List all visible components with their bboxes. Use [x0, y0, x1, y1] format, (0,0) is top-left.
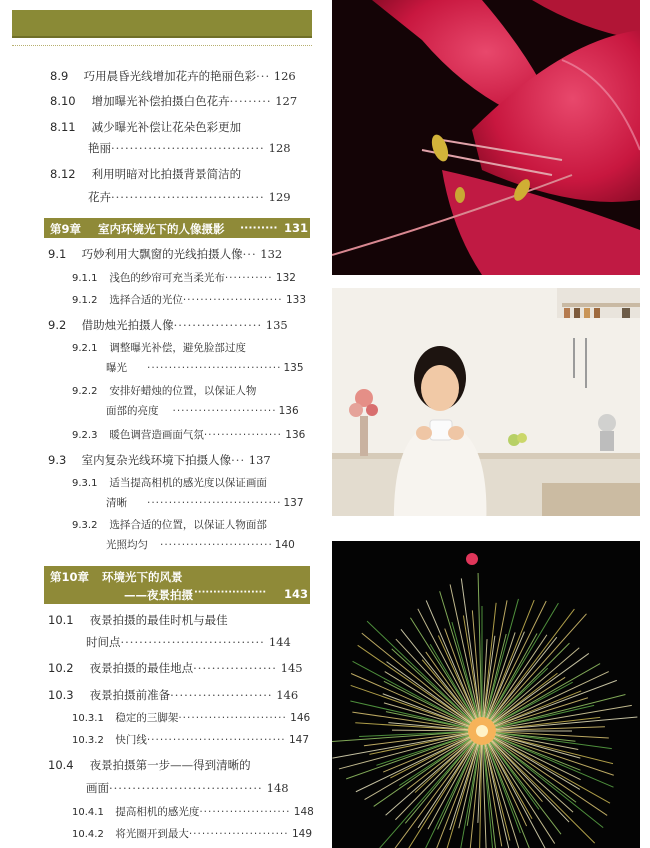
entry-leader: ······························· — [147, 362, 282, 374]
toc-entry[interactable] — [72, 428, 305, 443]
entry-title: 浅色的纱帘可充当柔光布 — [109, 272, 225, 284]
entry-title-cont: 画面 — [86, 781, 109, 795]
entry-number: 9.2.1 — [72, 343, 98, 354]
chapter-banner[interactable] — [44, 218, 310, 238]
toc-entry-cont[interactable] — [88, 190, 291, 204]
chapter-banner[interactable] — [44, 566, 310, 604]
entry-page: 137 — [283, 497, 304, 509]
entry-title: 选择合适的光位 — [109, 294, 183, 306]
entry-title: 增加曝光补偿拍摄白色花卉 — [91, 94, 230, 108]
entry-page: 137 — [248, 453, 271, 467]
entry-leader: ······························· — [120, 635, 265, 649]
entry-leader: ··· — [256, 69, 271, 83]
toc-entry[interactable] — [72, 711, 310, 726]
entry-number: 9.2.3 — [72, 430, 98, 441]
entry-number: 10.4 — [48, 758, 74, 772]
entry-leader: ······················ — [170, 688, 273, 702]
entry-leader: ································· — [109, 781, 263, 795]
entry-leader: ····················· — [199, 806, 291, 818]
entry-page: 128 — [268, 141, 291, 155]
toc-entry[interactable] — [72, 518, 267, 533]
entry-title: 适当提高相机的感光度以保证画面 — [109, 477, 267, 489]
toc-entry[interactable] — [50, 167, 241, 181]
entry-title: 室内复杂光线环境下拍摄人像 — [81, 453, 232, 467]
entry-number: 9.2.2 — [72, 386, 98, 397]
entry-leader: ··· — [242, 247, 257, 261]
toc-entry[interactable] — [48, 453, 271, 467]
entry-page: 133 — [285, 294, 307, 306]
toc-entry[interactable] — [72, 384, 256, 399]
entry-page: 136 — [278, 405, 299, 417]
toc-entry[interactable] — [72, 805, 314, 820]
entry-title: 巧用晨昏光线增加花卉的艳丽色彩 — [83, 69, 257, 83]
chapter-title: 环境光下的风景 — [102, 570, 183, 584]
chapter-number: 第9章 — [50, 222, 82, 236]
entry-page: 146 — [290, 712, 311, 724]
entry-leader: ································ — [146, 734, 286, 746]
toc-entry-cont[interactable] — [106, 538, 295, 552]
toc-entry[interactable] — [72, 341, 246, 356]
entry-title: 利用明暗对比拍摄背景简洁的 — [91, 167, 242, 181]
portrait-photo — [332, 288, 640, 528]
entry-page: 148 — [293, 806, 314, 818]
entry-title: 夜景拍摄第一步——得到清晰的 — [89, 758, 251, 772]
entry-title-cont: 光照均匀 — [106, 539, 148, 551]
entry-leader: ································· — [111, 190, 265, 204]
entry-leader: ························· — [178, 712, 287, 724]
chapter-page: 143 — [284, 587, 309, 601]
entry-number: 9.1.1 — [72, 273, 98, 284]
entry-number: 8.10 — [50, 94, 76, 108]
entry-number: 9.3.2 — [72, 520, 98, 531]
entry-title-cont: 清晰 — [106, 497, 127, 509]
entry-title: 提高相机的感光度 — [115, 806, 200, 818]
entry-title-cont: 花卉 — [88, 190, 111, 204]
toc-entry[interactable] — [48, 661, 303, 675]
entry-title-cont: 艳丽 — [88, 141, 111, 155]
entry-number: 10.3.2 — [72, 735, 104, 746]
toc-entry-cont[interactable] — [106, 496, 304, 510]
entry-number: 10.1 — [48, 613, 74, 627]
toc-entry[interactable] — [50, 120, 241, 134]
toc-entry-cont[interactable] — [106, 361, 304, 375]
entry-leader: ········· — [229, 94, 272, 108]
entry-title-cont: 面部的亮度 — [106, 405, 159, 417]
entry-leader: ··········· — [224, 272, 273, 284]
chapter-leader: ··················· — [194, 587, 267, 598]
toc-entry[interactable] — [48, 758, 251, 772]
chapter-title: 室内环境光下的人像摄影 — [98, 222, 225, 236]
chapter-leader: ········· — [240, 221, 278, 234]
entry-page: 147 — [289, 734, 310, 746]
entry-title: 夜景拍摄的最佳时机与最佳 — [89, 613, 228, 627]
toc-entry[interactable] — [72, 733, 309, 748]
header-divider — [12, 45, 312, 46]
entry-leader: ·················· — [203, 429, 282, 441]
toc-entry-cont[interactable] — [86, 781, 289, 795]
entry-title: 借助烛光拍摄人像 — [81, 318, 174, 332]
entry-title: 夜景拍摄的最佳地点 — [89, 661, 194, 675]
toc-entry[interactable] — [48, 613, 228, 627]
toc-entry[interactable] — [48, 247, 282, 261]
toc-entry[interactable] — [48, 688, 298, 702]
entry-number: 10.4.2 — [72, 829, 104, 840]
entry-number: 10.2 — [48, 661, 74, 675]
entry-page: 135 — [283, 362, 304, 374]
entry-leader: ······················· — [182, 294, 283, 306]
entry-leader: ·························· — [160, 539, 273, 551]
entry-page: 144 — [268, 635, 291, 649]
toc-entry[interactable] — [72, 827, 312, 842]
entry-leader: ······················· — [188, 828, 289, 840]
entry-number: 10.3.1 — [72, 713, 104, 724]
entry-number: 9.3 — [48, 453, 67, 467]
entry-page: 126 — [273, 69, 296, 83]
toc-entry[interactable] — [48, 318, 288, 332]
entry-page: 127 — [275, 94, 298, 108]
entry-page: 146 — [276, 688, 299, 702]
entry-number: 8.11 — [50, 120, 76, 134]
entry-title: 将光圈开到最大 — [115, 828, 189, 840]
entry-leader: ································· — [111, 141, 265, 155]
entry-title-cont: 时间点 — [86, 635, 121, 649]
entry-leader: ··················· — [173, 318, 263, 332]
entry-number: 8.9 — [50, 69, 69, 83]
entry-title: 快门线 — [115, 734, 147, 746]
toc-entry-cont[interactable] — [106, 404, 299, 418]
entry-number: 9.1.2 — [72, 295, 98, 306]
entry-title: 减少曝光补偿让花朵色彩更加 — [91, 120, 242, 134]
entry-number: 8.12 — [50, 167, 76, 181]
entry-page: 145 — [280, 661, 303, 675]
toc-entry-cont[interactable] — [86, 635, 291, 649]
toc-entry-cont[interactable] — [88, 141, 291, 155]
entry-page: 135 — [265, 318, 288, 332]
entry-number: 10.3 — [48, 688, 74, 702]
entry-page: 129 — [268, 190, 291, 204]
entry-title: 选择合适的位置，以保证人物面部 — [109, 519, 267, 531]
entry-title: 夜景拍摄前准备 — [89, 688, 171, 702]
entry-page: 149 — [291, 828, 313, 840]
toc-entry[interactable] — [72, 293, 306, 308]
entry-page: 140 — [274, 539, 295, 551]
chapter-title-cont: ——夜景拍摄 — [124, 588, 193, 602]
chapter-page: 131 — [284, 221, 309, 235]
entry-leader: ··· — [231, 453, 246, 467]
entry-page: 132 — [275, 272, 296, 284]
entry-page: 136 — [285, 429, 306, 441]
chapter-number: 第10章 — [50, 570, 90, 584]
toc-entry[interactable] — [50, 94, 297, 108]
entry-page: 132 — [260, 247, 283, 261]
fireworks-photo — [332, 541, 640, 848]
entry-number: 9.2 — [48, 318, 67, 332]
entry-title: 巧妙利用大飘窗的光线拍摄人像 — [81, 247, 243, 261]
entry-page: 148 — [266, 781, 289, 795]
entry-title: 暖色调营造画面气氛 — [109, 429, 204, 441]
entry-title: 稳定的三脚架 — [115, 712, 179, 724]
toc-entry[interactable] — [72, 271, 296, 286]
entry-number: 10.4.1 — [72, 807, 104, 818]
toc-entry[interactable] — [50, 69, 296, 83]
entry-title: 安排好蜡烛的位置，以保证人物 — [109, 385, 257, 397]
entry-title-cont: 曝光 — [106, 362, 127, 374]
entry-title: 调整曝光补偿，避免脸部过度 — [109, 342, 246, 354]
entry-number: 9.1 — [48, 247, 67, 261]
entry-number: 9.3.1 — [72, 478, 98, 489]
header-bar — [12, 10, 312, 38]
entry-leader: ······························· — [147, 497, 282, 509]
toc-entry[interactable] — [72, 476, 267, 491]
lily-photo — [332, 0, 640, 275]
entry-leader: ·················· — [193, 661, 277, 675]
entry-leader: ························ — [172, 405, 277, 417]
